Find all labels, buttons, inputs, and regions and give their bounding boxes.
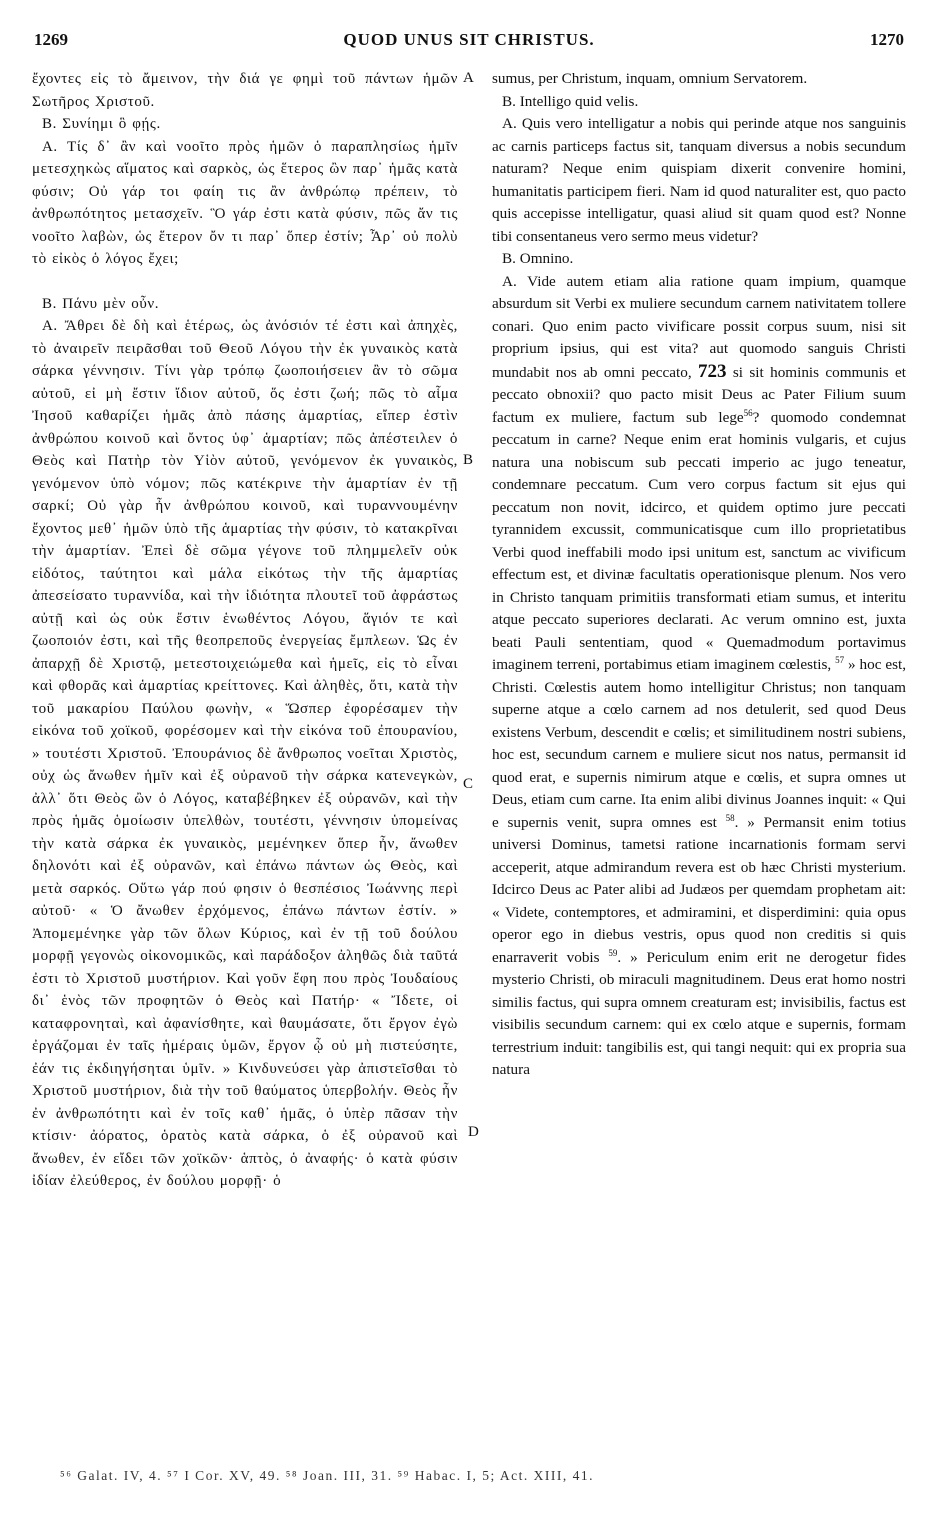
latin-text: . » Periculum enim erit ne derogetur fides mysterio Christi, ob miraculi magnitudinem. Deus erat homo nostri similis factus, qui supra omnem creaturam est; invisibilis, factus est visibilis secundum carnem: qui ex cœlo atque e supernis, formam terrestrium induit: tangibilis est, qui tangi nequit: qui ex propria sua natura — [492, 948, 906, 1078]
latin-paragraph: B. Intelligo quid velis. — [502, 92, 639, 110]
footnotes: ⁵⁶ Galat. IV, 4. ⁵⁷ I Cor. XV, 49. ⁵⁸ Joan. III, 31. ⁵⁹ Habac. I, 5; Act. XIII, 41. — [60, 1468, 594, 1483]
greek-paragraph: Β. Συνίημι ὃ φῄς. — [42, 116, 161, 132]
greek-paragraph: Α. Ἄθρει δὲ δὴ καὶ ἑτέρως, ὡς ἀνόσιόν τέ ἐστι καὶ ἀπηχὲς, τὸ ἀναιρεῖν πειρᾶσθαι τοῦ Θεοῦ Λόγου τὴν ἐκ γυναικὸς κατὰ σάρκα γέννησιν. Τίνι γὰρ τρόπῳ ζωοποιήσειεν ἂν τὸ σῶμα αὐτοῦ, εἰ μὴ ἔστιν ἴδιον αὐτοῦ, ὅς ἐστι ζωή; πῶς τὸ αἷμα Ἰησοῦ καθαρίζει ἡμᾶς ἀπὸ πάσης ἁμαρτίας, εἴπερ ἐστὶν ἀνθρώπου κοινοῦ καὶ ὄντος ὑφ᾿ ἁμαρτίαν; πῶς ἀπέστειλεν ὁ Θεὸς καὶ Πατὴρ τὸν Υἱὸν αὐτοῦ, γενόμενον ἐκ γυναικὸς, γενόμενον ὑπὸ νόμον; πῶς κατέκρινε τὴν ἁμαρτίαν ἐν τῇ σαρκί; Οὐ γὰρ ἦν ἀνθρώπου κοινοῦ, καὶ τυραννουμένην ἔχοντος μεθ᾿ ἡμῶν ὑπὸ τῆς ἁμαρτίας τὴν φύσιν, τὸ κατακρῖναι τὴν ἁμαρτίαν. Ἐπεὶ δὲ σῶμα γέγονε τοῦ πλημμελεῖν οὐκ εἰδότος, ταύτητοι καὶ μάλα εἰκότως τὴν τῆς ἁμαρτίας ἀπεσείσατο τυραννίδα, καὶ τὴν ἰδιότητα πλουτεῖ τοῦ ἀφράστως αὐτῇ καὶ ὡς οὐκ ἔστιν ἑνωθέντος Λόγου, ἅγιόν τε καὶ ζωοποιόν ἐστι, καὶ τῆς θεοπρεποῦς ἐνεργείας ἔμπλεων. Ὡς ἐν ἀπαρχῇ δὲ Χριστῷ, μετεστοιχειώμεθα καὶ ἡμεῖς, εἰς τὸ εἶναι καὶ φθορᾶς καὶ ἁμαρτίας κρείττονες. Καὶ ἀληθὲς, ὅτι, κατὰ τὴν τοῦ μακαρίου Παύλου φωνὴν, « Ὥσπερ ἐφορέσαμεν τὴν εἰκόνα τοῦ χοϊκοῦ, φορέσομεν καὶ τὴν εἰκόνα τοῦ ἐπουρανίου, » τουτέστι Χριστοῦ. Ἐπουράνιος δὲ ἄνθρωπος νοεῖται Χριστὸς, οὐχ ὡς ἄνωθεν ἡμῖν καὶ ἐξ οὐρανοῦ τὴν σάρκα κατενεγκὼν, ἀλλ᾿ ὅτι Θεὸς ὢν ὁ Λόγος, καταβέβηκεν ἐξ οὐρανῶν, καὶ τὴν πρὸς ἡμᾶς ὁμοίωσιν ὑπελθὼν, τουτέστι, γέννησιν ὑπομείνας τὴν κατὰ σάρκα ἐκ γυναικὸς, μεμένηκεν ὅπερ ἦν, ἄνωθεν δηλονότι καὶ ἐξ οὐρανῶν, καὶ ἐπάνω πάντων ὡς Θεὸς, καὶ μετὰ σαρκός. Οὕτω γάρ πού φησιν ὁ θεσπέσιος Ἰωάννης περὶ αὐτοῦ· « Ὁ ἄνωθεν ἐρχόμενος, ἐπάνω πάντων ἐστίν. » Ἀπομεμένηκε γὰρ τῶν ὅλων Κύριος, καὶ ἐν τῇ τοῦ δούλου μορφῇ γεγονὼς οἰκονομικῶς, καὶ παράδοξον ἀληθῶς διὰ ταῦτά ἐστι τὸ Χριστοῦ μυστήριον. Καὶ γοῦν ἔφη που πρὸς Ἰουδαίους δι᾿ ἑνὸς τῶν προφητῶν ὁ Θεὸς καὶ Πατήρ· « Ἴδετε, οἱ καταφρονηταὶ, καὶ ἀφανίσθητε, καὶ θαυμάσατε, ὅτι ἔργον ἐγὼ ἐργάζομαι ἐν ταῖς ἡμέραις ὑμῶν, ἔργον ᾧ οὐ μὴ πιστεύσητε, ἐάν τις ἐκδιηγήσηται ὑμῖν. » Κινδυνεύσει γὰρ ἀπιστεῖσθαι τὸ Χριστοῦ μυστήριον, διὰ τὴν τοῦ θαύματος ὑπερβολήν. Θεὸς ἦν ἐν ἀνθρωπότητι καὶ ἐν τοῖς καθ᾿ ἡμᾶς, ὁ ὑπὲρ πᾶσαν τὴν κτίσιν· ἀόρατος, ὁρατὸς κατὰ σάρκα, ὁ ἐξ οὐρανοῦ καὶ ἄνωθεν, ἐν εἴδει τῶν χοϊκῶν· ἁπτὸς, ὁ ἀναφής· ὁ κατὰ φύσιν ἰδίαν ἐλεύθερος, ἐν δούλου μορφῇ· ὁ — [32, 318, 458, 1189]
page-number-left: 1269 — [34, 30, 68, 49]
latin-column — [492, 68, 906, 1448]
latin-text: . » Permansit enim totius universi Dominus, tametsi ratione incarnationis formam servi acceperit, atque admirandum revera est ob hæc Christi mysterium. Idcirco Deus ac Pater alibi ad Judæos per quemdam prophetam ait: « Videte, contemptores, et admiramini, et disperdimini: quia opus operor ego in diebus vestris, opus quod non creditis si quis enarraverit vobis — [492, 813, 906, 966]
page-header — [34, 30, 904, 56]
greek-paragraph: Β. Πάνυ μὲν οὖν. — [42, 295, 160, 312]
footnote-ref: 59 — [608, 947, 618, 958]
latin-paragraph: B. Omnino. — [502, 250, 574, 267]
footnote-ref: 58 — [725, 812, 735, 823]
latin-text: » hoc est, Christi. Cœlestis autem homo intelligitur Christus; non tanquam superne atque a cœlo carnem ad nos detulerit, sed quod Deus existens Verbum, descendit e cœlis; et similitudinem nostri subiens, hoc est, secundum carnem e muliere sicut nos natus, permansit id quod erat, e supernis nimirum atque e cœlis, et supra omnes ut Deus, etiam cum carne. Ita enim alibi divinus Joannes inquit: « Qui e supernis venit, supra omnes est — [492, 656, 906, 831]
latin-paragraph: sumus, per Christum, inquam, omnium Servatorem. — [492, 70, 808, 87]
latin-paragraph: A. Quis vero intelligatur a nobis qui perinde atque nos sanguinis ac carnis particeps factus sit, tanquam diversus a nobis secundum naturam? Neque enim quispiam dixerit convenire homini, humanitatis participem fieri. Nam id quod naturaliter est, quo pacto quis accepisse intelligatur, quasi aliud sit quam quod est? Nonne tibi consentaneus vero sermo meus videtur? — [492, 115, 906, 245]
margin-letter-c: C — [463, 776, 474, 792]
greek-paragraph: Α. Τίς δ᾿ ἂν καὶ νοοῖτο πρὸς ἡμῶν ὁ παραπλησίως ἡμῖν μετεσχηκὼς αἵματος καὶ σαρκὸς, ὡς ἕτερος ὢν παρ᾿ ἡμᾶς κατὰ φύσιν; Οὐ γάρ τοι φαίη τις ἂν ἀνθρώπῳ πρέπειν, τὸ ἀνθρωπότητος μετασχεῖν. Ὃ γάρ ἐστι κατὰ φύσιν, πῶς ἄν τις νοοῖτο λαβὼν, ὡς ἕτερον ὄν τι παρ᾿ ὅπερ ἐστίν; Ἆρ᾿ οὐ πολὺ τὸ εἰκὸς ὁ λόγος ἔχει; — [32, 138, 458, 267]
page-number-right: 1270 — [870, 30, 904, 49]
footnote-ref: 57 — [835, 654, 845, 665]
column-number: 723 — [698, 360, 727, 382]
latin-paragraph — [492, 271, 906, 1082]
latin-text: si sit hominis communis et peccato obnoxii? quo pacto misit Deus ac Pater Filium suum factum ex muliere, factum sub lege — [492, 363, 906, 426]
greek-paragraph: ἔχοντες εἰς τὸ ἄμεινον, τὴν διά γε φημὶ τοῦ πάντων ἡμῶν Σωτῆρος Χριστοῦ. — [32, 71, 458, 110]
footnote-ref: 56 — [743, 407, 753, 418]
margin-letter-a: A — [463, 70, 474, 86]
greek-column — [32, 68, 458, 1448]
latin-text: A. Vide autem etiam alia ratione quam impium, quamque absurdum sit Verbi ex muliere secundum carnem nativitatem tollere conari. Quo enim pacto vivificare possit corpus suum, nisi sit proprium ipsius, qui est vita? aut quomodo sanguis Christi mundabit nos ab omni peccato, — [492, 272, 906, 381]
spacer — [32, 271, 458, 293]
latin-text: ? quomodo condemnat peccatum in carne? Neque enim erat hominis vulgaris, et cujus natura una nobiscum sub peccati imperio ac jugo teneatur, condemnare peccatum. Cum vero corpus factum sit ejus qui peccatum non novit, idcirco, et quidem optimo jure peccati tyrannidem excussit, communicatisque cum illo proprietatibus Verbi quod ineffabili modo ipsi unitum est, sanctum ac vivificum effectum est, et divinæ facultatis operationisque plenum. Nos vero in Christo tanquam primitiis transformati etiam sumus, et interitu atque peccato superiores declarati. Ac verum omnino est, juxta beati Pauli sententiam, quod « Quemadmodum portavimus imaginem terreni, portabimus etiam imaginem cœlestis, — [492, 408, 906, 673]
margin-letter-b: B — [463, 452, 474, 468]
running-title: QUOD UNUS SIT CHRISTUS. — [343, 30, 595, 49]
margin-letter-d: D — [468, 1124, 479, 1140]
